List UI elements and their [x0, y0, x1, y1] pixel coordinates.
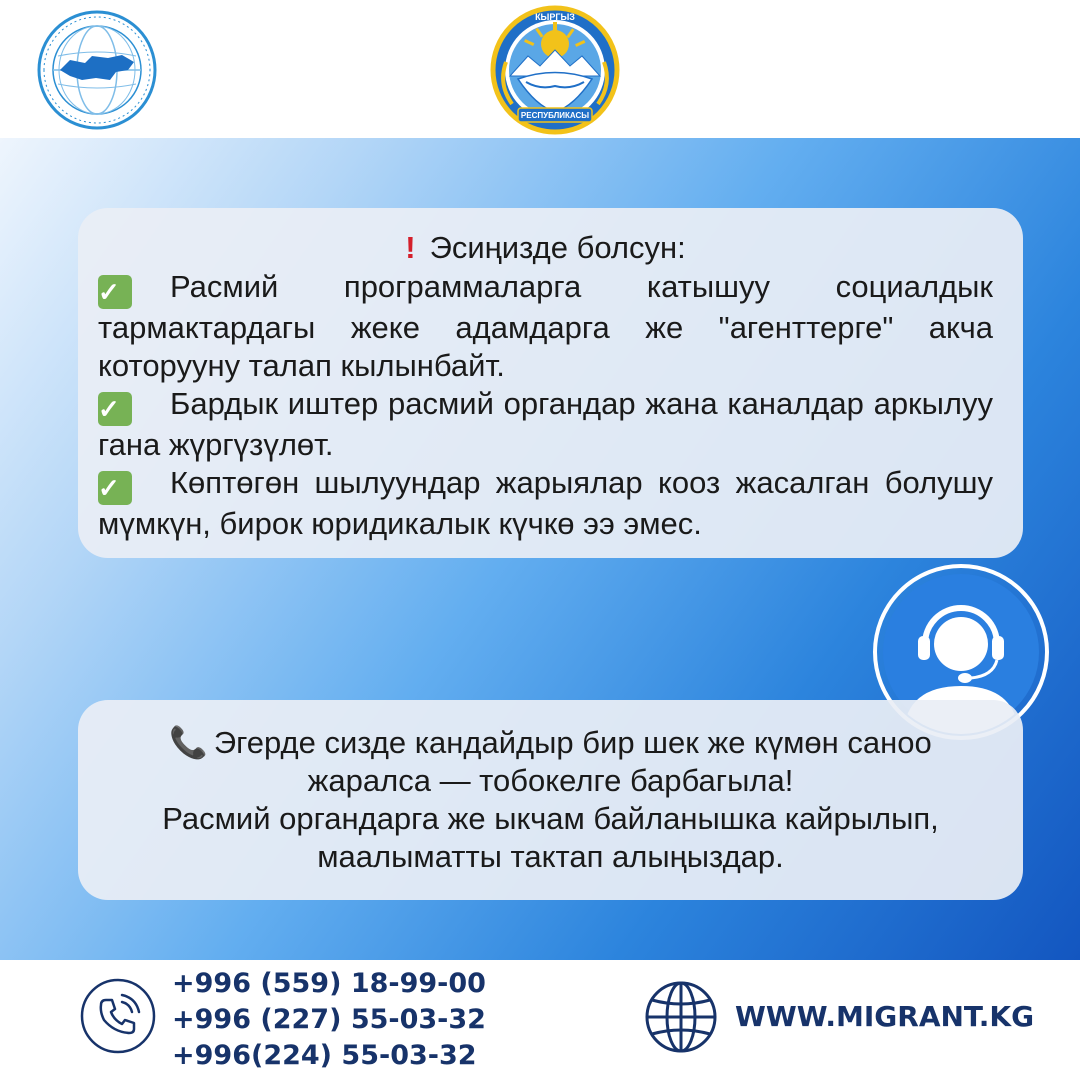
phone-number-2[interactable]: +996 (227) 55-03-32	[172, 1004, 486, 1035]
globe-icon	[642, 978, 720, 1056]
header	[0, 0, 1080, 138]
phone-call-icon	[78, 976, 158, 1056]
telephone-receiver-icon: 📞	[169, 725, 208, 760]
check-mark-icon: ✓	[98, 392, 132, 426]
reminder-item	[98, 268, 993, 385]
warning-line-4: маалыматты тактап алыңыздар.	[317, 839, 784, 874]
phone-list	[172, 966, 486, 1074]
main-panel	[0, 138, 1080, 960]
reminder-item	[98, 385, 993, 464]
emblem-bottom-text: РЕСПУБЛИКАСЫ	[520, 111, 590, 120]
phone-number-1[interactable]: +996 (559) 18-99-00	[172, 968, 486, 999]
warning-line-1: Эгерде сизде кандайдыр бир шек же күмөн саноо	[213, 725, 932, 760]
reminder-item-text: Расмий программаларга катышуу социалдык тармактардагы жеке адамдарга же "агенттерге" акча которууну талап кылынбайт.	[98, 269, 993, 383]
phone-number-3[interactable]: +996(224) 55-03-32	[172, 1040, 477, 1071]
warning-card	[78, 700, 1023, 900]
exclamation-icon: !	[405, 230, 416, 265]
reminder-item	[98, 464, 993, 543]
reminder-card	[78, 208, 1023, 558]
reminder-item-text: Бардык иштер расмий органдар жана каналдар аркылуу гана жүргүзүлөт.	[98, 386, 993, 462]
reminder-title: Эсиңизде болсун:	[429, 230, 686, 265]
warning-line-2: жаралса — тобокелге барбагыла!	[307, 763, 794, 798]
footer	[0, 960, 1080, 1080]
check-mark-icon: ✓	[98, 275, 132, 309]
warning-line-3: Расмий органдарга же ыкчам байланышка кайрылып,	[162, 801, 939, 836]
state-emblem	[488, 4, 622, 136]
emblem-top-text: КЫРГЫЗ	[535, 12, 575, 22]
check-mark-icon: ✓	[98, 471, 132, 505]
warning-line	[108, 724, 993, 762]
reminder-heading	[98, 228, 993, 268]
website-link[interactable]: WWW.MIGRANT.KG	[735, 1000, 1035, 1033]
migrant-center-logo	[30, 8, 165, 133]
reminder-item-text: Көптөгөн шылуундар жарыялар кооз жасалган болушу мүмкүн, бирок юридикалык күчкө ээ эмес.	[98, 465, 993, 541]
